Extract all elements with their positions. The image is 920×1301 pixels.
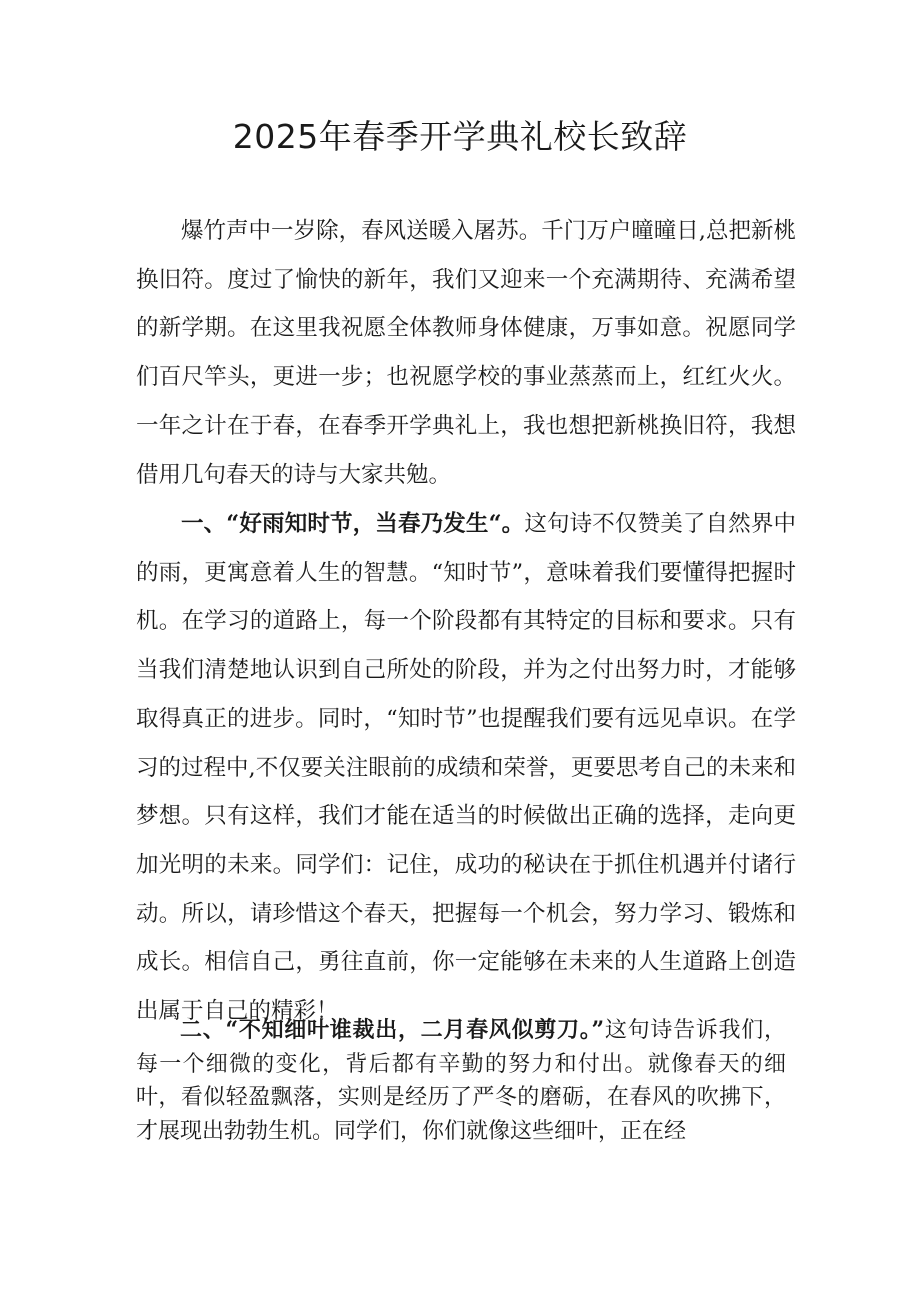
paragraph-text: 爆竹声中一岁除，春风送暖入屠苏。千门万户曈曈日,总把新桃换旧符。度过了愉快的新年，我们又迎来一个充满期待、充满希望的新学期。在这里我祝愿全体教师身体健康，万事如意。祝愿同学们百尺竿头，更进一步；也祝愿学校的事业蒸蒸而上，红红火火。一年之计在于春，在春季开学典礼上，我也想把新桃换旧符，我想借用几句春天的诗与大家共勉。 <box>136 218 796 488</box>
paragraph-lead: 二、“不知细叶谁裁出，二月春风似剪刀。” <box>180 1017 605 1043</box>
paragraph-section-two <box>136 1014 786 1148</box>
paragraph-lead: 一、“好雨知时节，当春乃发生“。 <box>181 511 525 537</box>
paragraph-opening <box>136 207 796 499</box>
paragraph-section-one <box>136 500 796 1036</box>
document-title: 2025年春季开学典礼校长致辞 <box>232 117 688 156</box>
paragraph-text: 这句诗告诉我们，每一个细微的变化，背后都有辛勤的努力和付出。就像春天的细叶，看似轻盈飘落，实则是经历了严冬的磨砺，在春风的吹拂下，才展现出勃勃生机。同学们，你们就像这些细叶，正在经 <box>136 1018 786 1144</box>
paragraph-text: 这句诗不仅赞美了自然界中的雨，更寓意着人生的智慧。“知时节”，意味着我们要懂得把握时机。在学习的道路上，每一个阶段都有其特定的目标和要求。只有当我们清楚地认识到自己所处的阶段，并为之付出努力时，才能够取得真正的进步。同时，“知时节”也提醒我们要有远见卓识。在学习的过程中,不仅要关注眼前的成绩和荣誉，更要思考自己的未来和梦想。只有这样，我们才能在适当的时候做出正确的选择，走向更加光明的未来。同学们：记住，成功的秘诀在于抓住机遇并付诸行动。所以，请珍惜这个春天，把握每一个机会，努力学习、锻炼和成长。相信自己，勇往直前，你一定能够在未来的人生道路上创造出属于自己的精彩！ <box>136 511 796 1025</box>
